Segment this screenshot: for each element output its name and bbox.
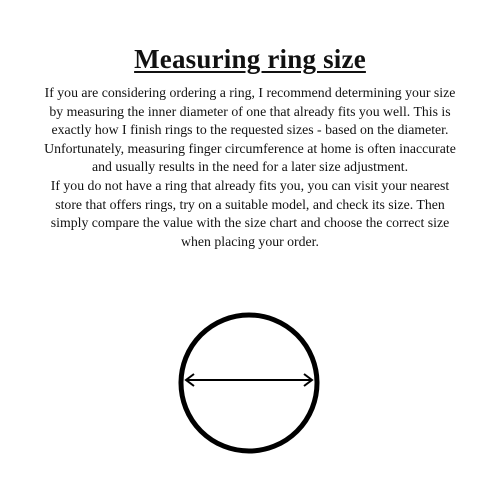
double-headed-arrow-icon — [186, 374, 312, 386]
paragraph-diameter: If you are considering ordering a ring, I recommend determining your size by measuring the inner diameter of one that already fits you well. This is exactly how I finish rings to the requested sizes - based on the diameter. — [44, 85, 456, 138]
page-title: Measuring ring size — [134, 44, 366, 74]
paragraph-store-visit: If you do not have a ring that already fits you, you can visit your nearest store that offers rings, try on a suitable model, and check its size. Then simply compare the value with the size chart and choose the correct size when placing your order. — [50, 177, 450, 249]
ring-diameter-diagram — [174, 308, 324, 458]
instructions-text — [40, 84, 460, 251]
paragraph-circumference: Unfortunately, measuring finger circumference at home is often inaccurate and usually results in the need for a later size adjustment. — [44, 140, 456, 175]
ring-circle-icon — [181, 315, 317, 451]
